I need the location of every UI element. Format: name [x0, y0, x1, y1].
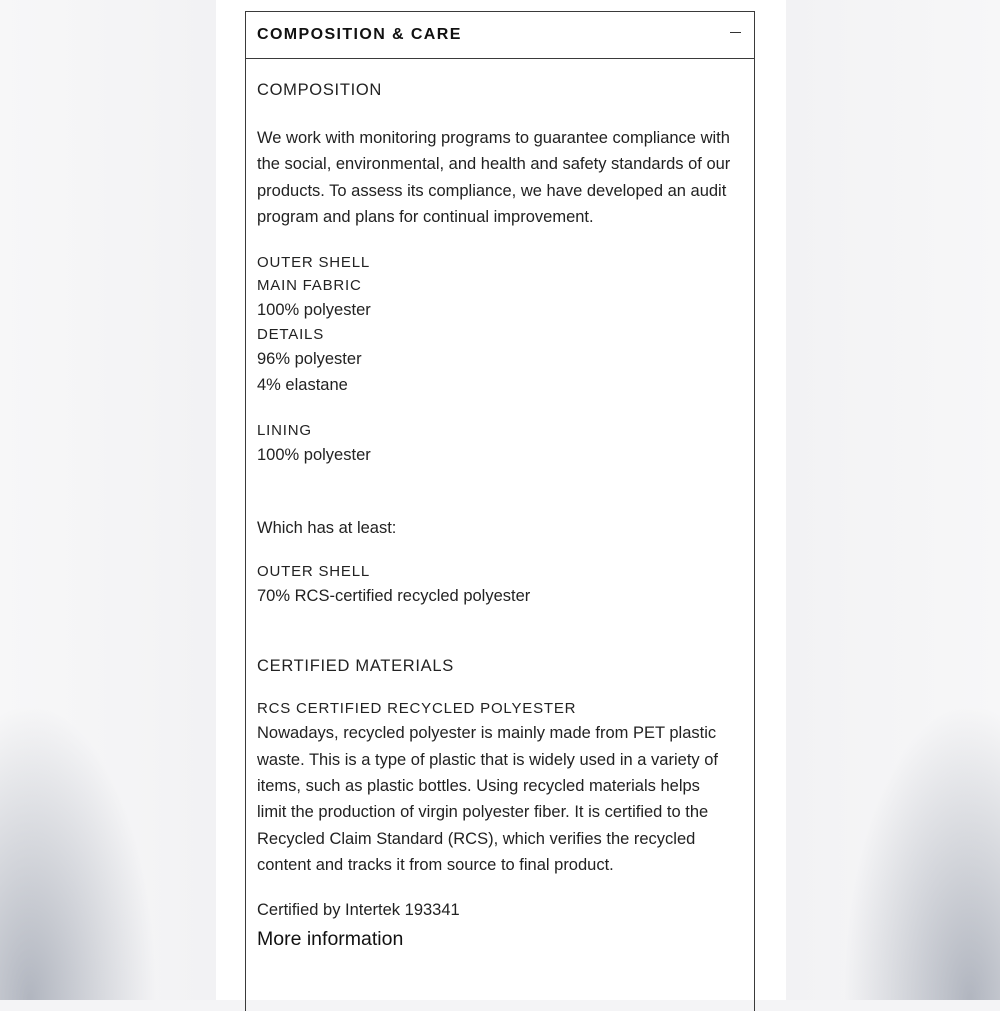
outer-shell-block [257, 251, 743, 398]
certified-description [257, 720, 743, 878]
at-least-text: Which has at least: [257, 519, 397, 538]
certified-by-text: Certified by Intertek 193341 [257, 901, 460, 920]
at-least-outer-shell-label: OUTER SHELL [257, 563, 370, 581]
intro-line: program and plans for continual improvement. [257, 207, 594, 226]
accordion-content [246, 77, 754, 953]
description-line: Recycled Claim Standard (RCS), which verifies the recycled [257, 829, 696, 848]
certified-materials-heading: CERTIFIED MATERIALS [257, 657, 454, 676]
description-line: waste. This is a type of plastic that is widely used in a variety of [257, 750, 718, 769]
main-fabric-label: MAIN FABRIC [257, 277, 362, 295]
description-line: limit the production of virgin polyester fiber. It is certified to the [257, 803, 709, 822]
intro-line: the social, environmental, and health and safety standards of our [257, 155, 731, 174]
composition-heading: COMPOSITION [257, 81, 383, 99]
background-left [0, 0, 216, 1000]
at-least-block [257, 560, 743, 609]
intro-line: products. To assess its compliance, we have developed an audit [257, 181, 727, 200]
intro-line: We work with monitoring programs to guarantee compliance with [257, 129, 730, 147]
certified-material-block [257, 697, 743, 878]
background-right [784, 0, 1000, 1000]
composition-intro [257, 125, 743, 230]
certified-material-label: RCS CERTIFIED RECYCLED POLYESTER [257, 700, 577, 718]
at-least-outer-shell-value: 70% RCS-certified recycled polyester [257, 587, 531, 606]
description-line: items, such as plastic bottles. Using recycled materials helps [257, 777, 700, 796]
accordion-title: COMPOSITION & CARE [257, 26, 462, 43]
product-info-panel [216, 0, 786, 1000]
more-information-link[interactable]: More information [257, 927, 404, 950]
lining-label: LINING [257, 422, 312, 440]
lining-block [257, 419, 743, 468]
details-value: 96% polyester [257, 350, 362, 369]
description-line: content and tracks it from source to final product. [257, 855, 614, 874]
details-label: DETAILS [257, 326, 325, 344]
minus-icon[interactable] [730, 27, 742, 39]
composition-accordion [245, 11, 755, 1011]
lining-value: 100% polyester [257, 446, 371, 465]
accordion-header[interactable] [246, 12, 754, 59]
details-value: 4% elastane [257, 376, 348, 395]
main-fabric-value: 100% polyester [257, 301, 371, 320]
outer-shell-label: OUTER SHELL [257, 254, 370, 272]
description-line: Nowadays, recycled polyester is mainly made from PET plastic [257, 724, 717, 743]
